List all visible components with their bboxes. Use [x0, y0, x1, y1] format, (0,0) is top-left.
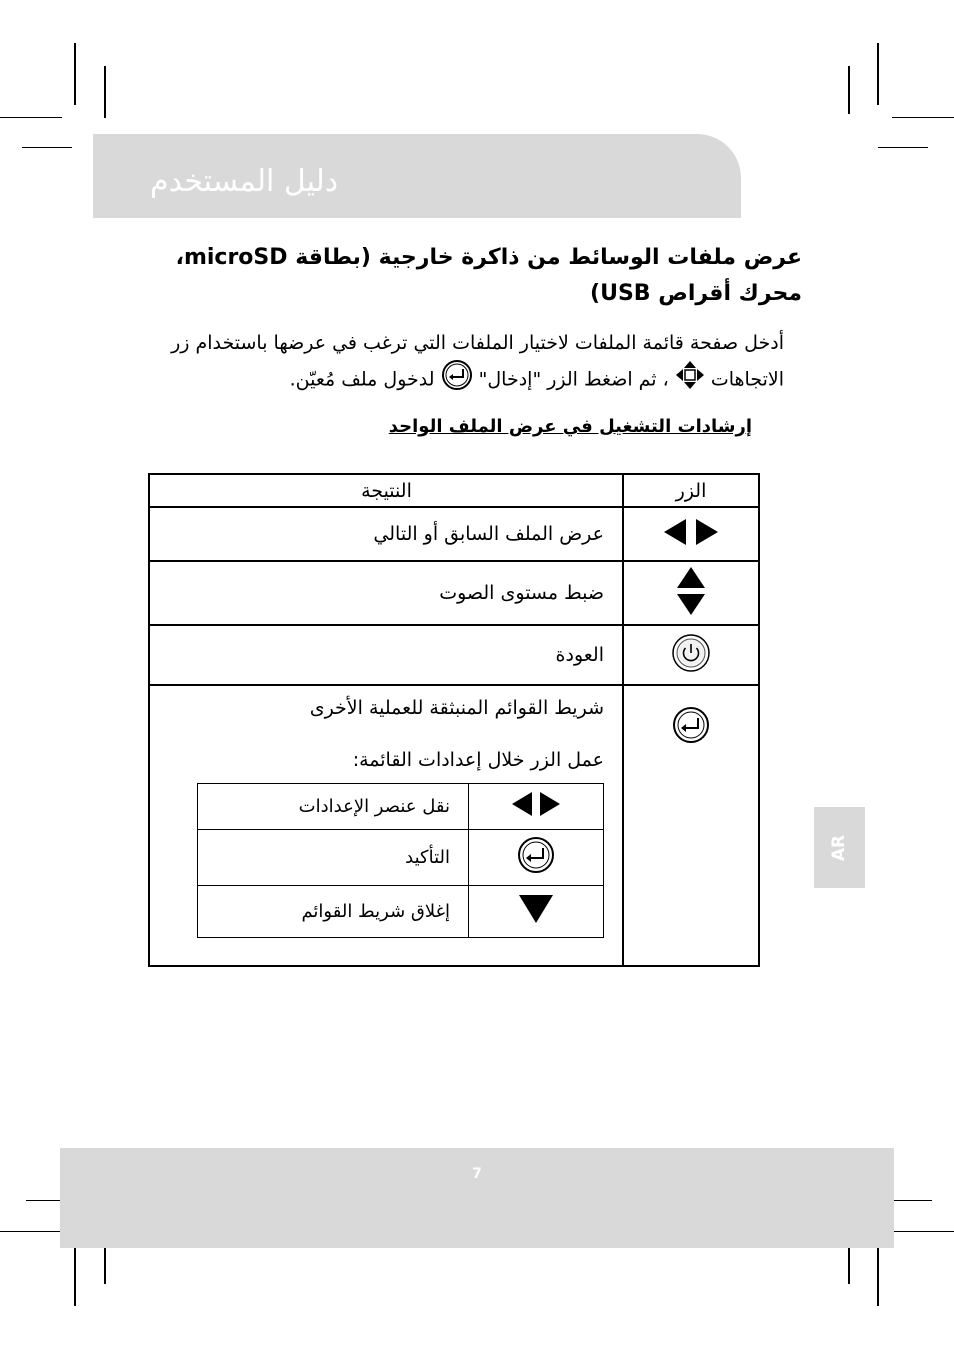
- crop-mark: [104, 66, 106, 118]
- power-icon: [671, 658, 711, 677]
- crop-mark: [848, 1248, 850, 1284]
- down-arrow-icon: [518, 908, 554, 929]
- table-row: [149, 561, 759, 625]
- up-down-arrows-icon: [675, 601, 707, 620]
- crop-mark: [894, 1200, 932, 1201]
- crop-mark: [894, 1231, 954, 1232]
- left-right-arrows-icon: [510, 801, 562, 822]
- result-cell: التأكيد: [198, 830, 469, 886]
- footer-band: [60, 1148, 894, 1248]
- table-row: [149, 685, 759, 966]
- table-row: [198, 886, 604, 938]
- crop-mark: [22, 147, 72, 148]
- crop-mark: [877, 43, 879, 105]
- column-header-result: النتيجة: [149, 474, 623, 507]
- intro-text-1: أدخل صفحة قائمة الملفات لاختيار الملفات التي ترغب في عرضها باستخدام زر الاتجاهات: [171, 332, 784, 391]
- header-title: دليل المستخدم: [150, 164, 339, 199]
- table-header-row: [149, 474, 759, 507]
- enter-icon: [672, 729, 710, 748]
- page-number: 7: [472, 1166, 482, 1182]
- crop-mark: [0, 117, 62, 118]
- result-cell: عرض الملف السابق أو التالي: [149, 507, 623, 561]
- crop-mark: [74, 43, 76, 105]
- section-heading: عرض ملفات الوسائط من ذاكرة خارجية (بطاقة microSD، محرك أقراص USB): [175, 245, 802, 306]
- language-tab-label: AR: [829, 834, 850, 861]
- operation-subtitle: إرشادات التشغيل في عرض الملف الواحد: [388, 416, 752, 437]
- crop-mark: [848, 66, 850, 114]
- crop-mark: [74, 1248, 76, 1306]
- result-cell: نقل عنصر الإعدادات: [198, 784, 469, 830]
- crop-mark: [104, 1248, 106, 1284]
- table-row: [149, 625, 759, 685]
- crop-mark: [878, 147, 928, 148]
- result-cell: إغلاق شريط القوائم: [198, 886, 469, 938]
- intro-text-2: ، ثم اضغط الزر "إدخال": [478, 368, 669, 391]
- menu-settings-table: [197, 783, 604, 938]
- crop-mark: [26, 1200, 62, 1201]
- sub-heading: عمل الزر خلال إعدادات القائمة:: [352, 749, 604, 771]
- intro-paragraph: [154, 328, 784, 401]
- enter-icon: [517, 858, 555, 879]
- table-row: [198, 784, 604, 830]
- crop-mark: [877, 1248, 879, 1306]
- crop-mark: [892, 117, 954, 118]
- crop-mark: [0, 1231, 62, 1232]
- enter-icon: [441, 359, 473, 401]
- result-cell: شريط القوائم المنبثقة للعملية الأخرى: [309, 697, 604, 719]
- result-cell: العودة: [149, 625, 623, 685]
- direction-pad-icon: [675, 360, 705, 400]
- left-right-arrows-icon: [662, 532, 720, 551]
- table-row: [149, 507, 759, 561]
- result-cell: ضبط مستوى الصوت: [149, 561, 623, 625]
- column-header-button: الزر: [623, 474, 759, 507]
- intro-text-3: لدخول ملف مُعيّن.: [289, 368, 435, 391]
- button-function-table: [148, 473, 760, 967]
- table-row: [198, 830, 604, 886]
